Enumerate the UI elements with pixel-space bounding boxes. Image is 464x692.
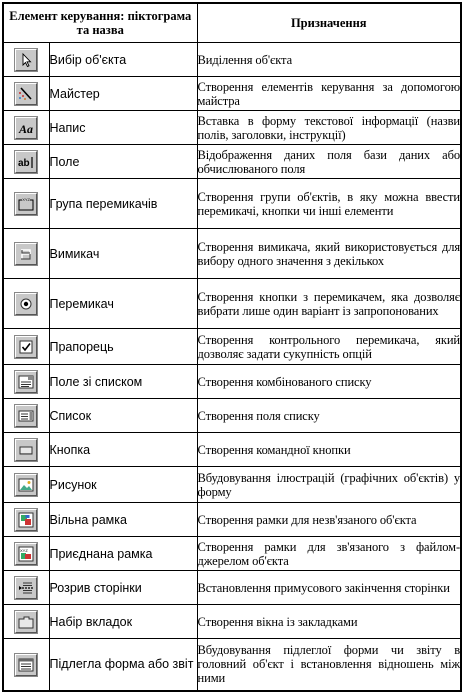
select-arrow-icon <box>15 49 37 71</box>
unbound-frame-icon <box>15 509 37 531</box>
row-name: Розрив сторінки <box>49 571 197 605</box>
table-row <box>3 77 461 111</box>
table-row <box>3 229 461 279</box>
row-name: Вибір об'єкта <box>49 43 197 77</box>
row-name: Кнопка <box>49 433 197 467</box>
table-row <box>3 111 461 145</box>
row-name: Напис <box>49 111 197 145</box>
table-row <box>3 467 461 503</box>
table-row <box>3 639 461 691</box>
row-description: Створення кнопки з перемикачем, яка дозволяє вибрати лише один варіант із запропонованих <box>197 279 461 329</box>
page-break-icon <box>15 577 37 599</box>
image-icon <box>15 474 37 496</box>
table-row <box>3 605 461 639</box>
row-description: Створення поля списку <box>197 399 461 433</box>
radio-button-icon <box>15 293 37 315</box>
row-description: Вставка в форму текстової інформації (назви полів, заголовки, інструкції) <box>197 111 461 145</box>
row-name: Підлегла форма або звіт <box>49 639 197 691</box>
row-name: Поле зі списком <box>49 365 197 399</box>
table-row <box>3 433 461 467</box>
row-description: Вбудовування ілюстрацій (графічних об'єктів) у форму <box>197 467 461 503</box>
subform-icon <box>15 654 37 676</box>
row-name: Приєднана рамка <box>49 537 197 571</box>
bound-frame-icon <box>15 543 37 565</box>
row-name: Група перемикачів <box>49 179 197 229</box>
table-row <box>3 571 461 605</box>
table-row <box>3 399 461 433</box>
textbox-ab-icon <box>15 151 37 173</box>
row-description: Створення комбінованого списку <box>197 365 461 399</box>
row-name: Поле <box>49 145 197 179</box>
row-name: Прапорець <box>49 329 197 365</box>
svg-text:Aa: Aa <box>19 122 34 136</box>
table-row <box>3 145 461 179</box>
command-button-icon <box>15 439 37 461</box>
table-row <box>3 503 461 537</box>
table-row <box>3 43 461 77</box>
row-description: Створення контрольного перемикача, який дозволяє задати сукупність опцій <box>197 329 461 365</box>
table-row <box>3 279 461 329</box>
label-aa-icon <box>15 117 37 139</box>
controls-table <box>2 2 462 692</box>
table-row <box>3 365 461 399</box>
row-description: Створення вимикача, який використовується для вибору одного значення з декількох <box>197 229 461 279</box>
table-row <box>3 537 461 571</box>
row-name: Список <box>49 399 197 433</box>
svg-text:ab: ab <box>18 158 30 169</box>
row-description: Створення вікна із закладками <box>197 605 461 639</box>
wizard-wand-icon <box>15 83 37 105</box>
controls-table-page <box>2 2 462 690</box>
list-box-icon <box>15 405 37 427</box>
row-name: Вільна рамка <box>49 503 197 537</box>
table-header-row <box>3 3 461 43</box>
row-description: Створення групи об'єктів, в яку можна ввести перемикачі, кнопки чи інші елементи <box>197 179 461 229</box>
row-description: Вбудовування підлеглої форми чи звіту в головний об'єкт і встановлення відношень між ними <box>197 639 461 691</box>
svg-text:XYZ: XYZ <box>20 548 29 553</box>
combo-box-icon <box>15 371 37 393</box>
row-description: Створення рамки для незв'язаного об'єкта <box>197 503 461 537</box>
row-name: Майстер <box>49 77 197 111</box>
row-name: Перемикач <box>49 279 197 329</box>
table-row <box>3 329 461 365</box>
option-group-icon <box>15 193 37 215</box>
row-name: Набір вкладок <box>49 605 197 639</box>
row-description: Створення рамки для зв'язаного з файлом-джерелом об'єкта <box>197 537 461 571</box>
row-description: Виділення об'єкта <box>197 43 461 77</box>
row-description: Встановлення примусового закінчення сторінки <box>197 571 461 605</box>
table-row <box>3 179 461 229</box>
row-description: Створення елементів керування за допомогою майстра <box>197 77 461 111</box>
header-purpose-column: Призначення <box>197 3 461 43</box>
header-control-column: Елемент керування: піктограма та назва <box>3 3 197 43</box>
row-name: Рисунок <box>49 467 197 503</box>
row-name: Вимикач <box>49 229 197 279</box>
svg-text:XYZ: XYZ <box>22 197 31 202</box>
toggle-button-icon <box>15 243 37 265</box>
row-description: Відображення даних поля бази даних або обчислюваного поля <box>197 145 461 179</box>
checkbox-icon <box>15 336 37 358</box>
row-description: Створення командної кнопки <box>197 433 461 467</box>
tab-control-icon <box>15 611 37 633</box>
